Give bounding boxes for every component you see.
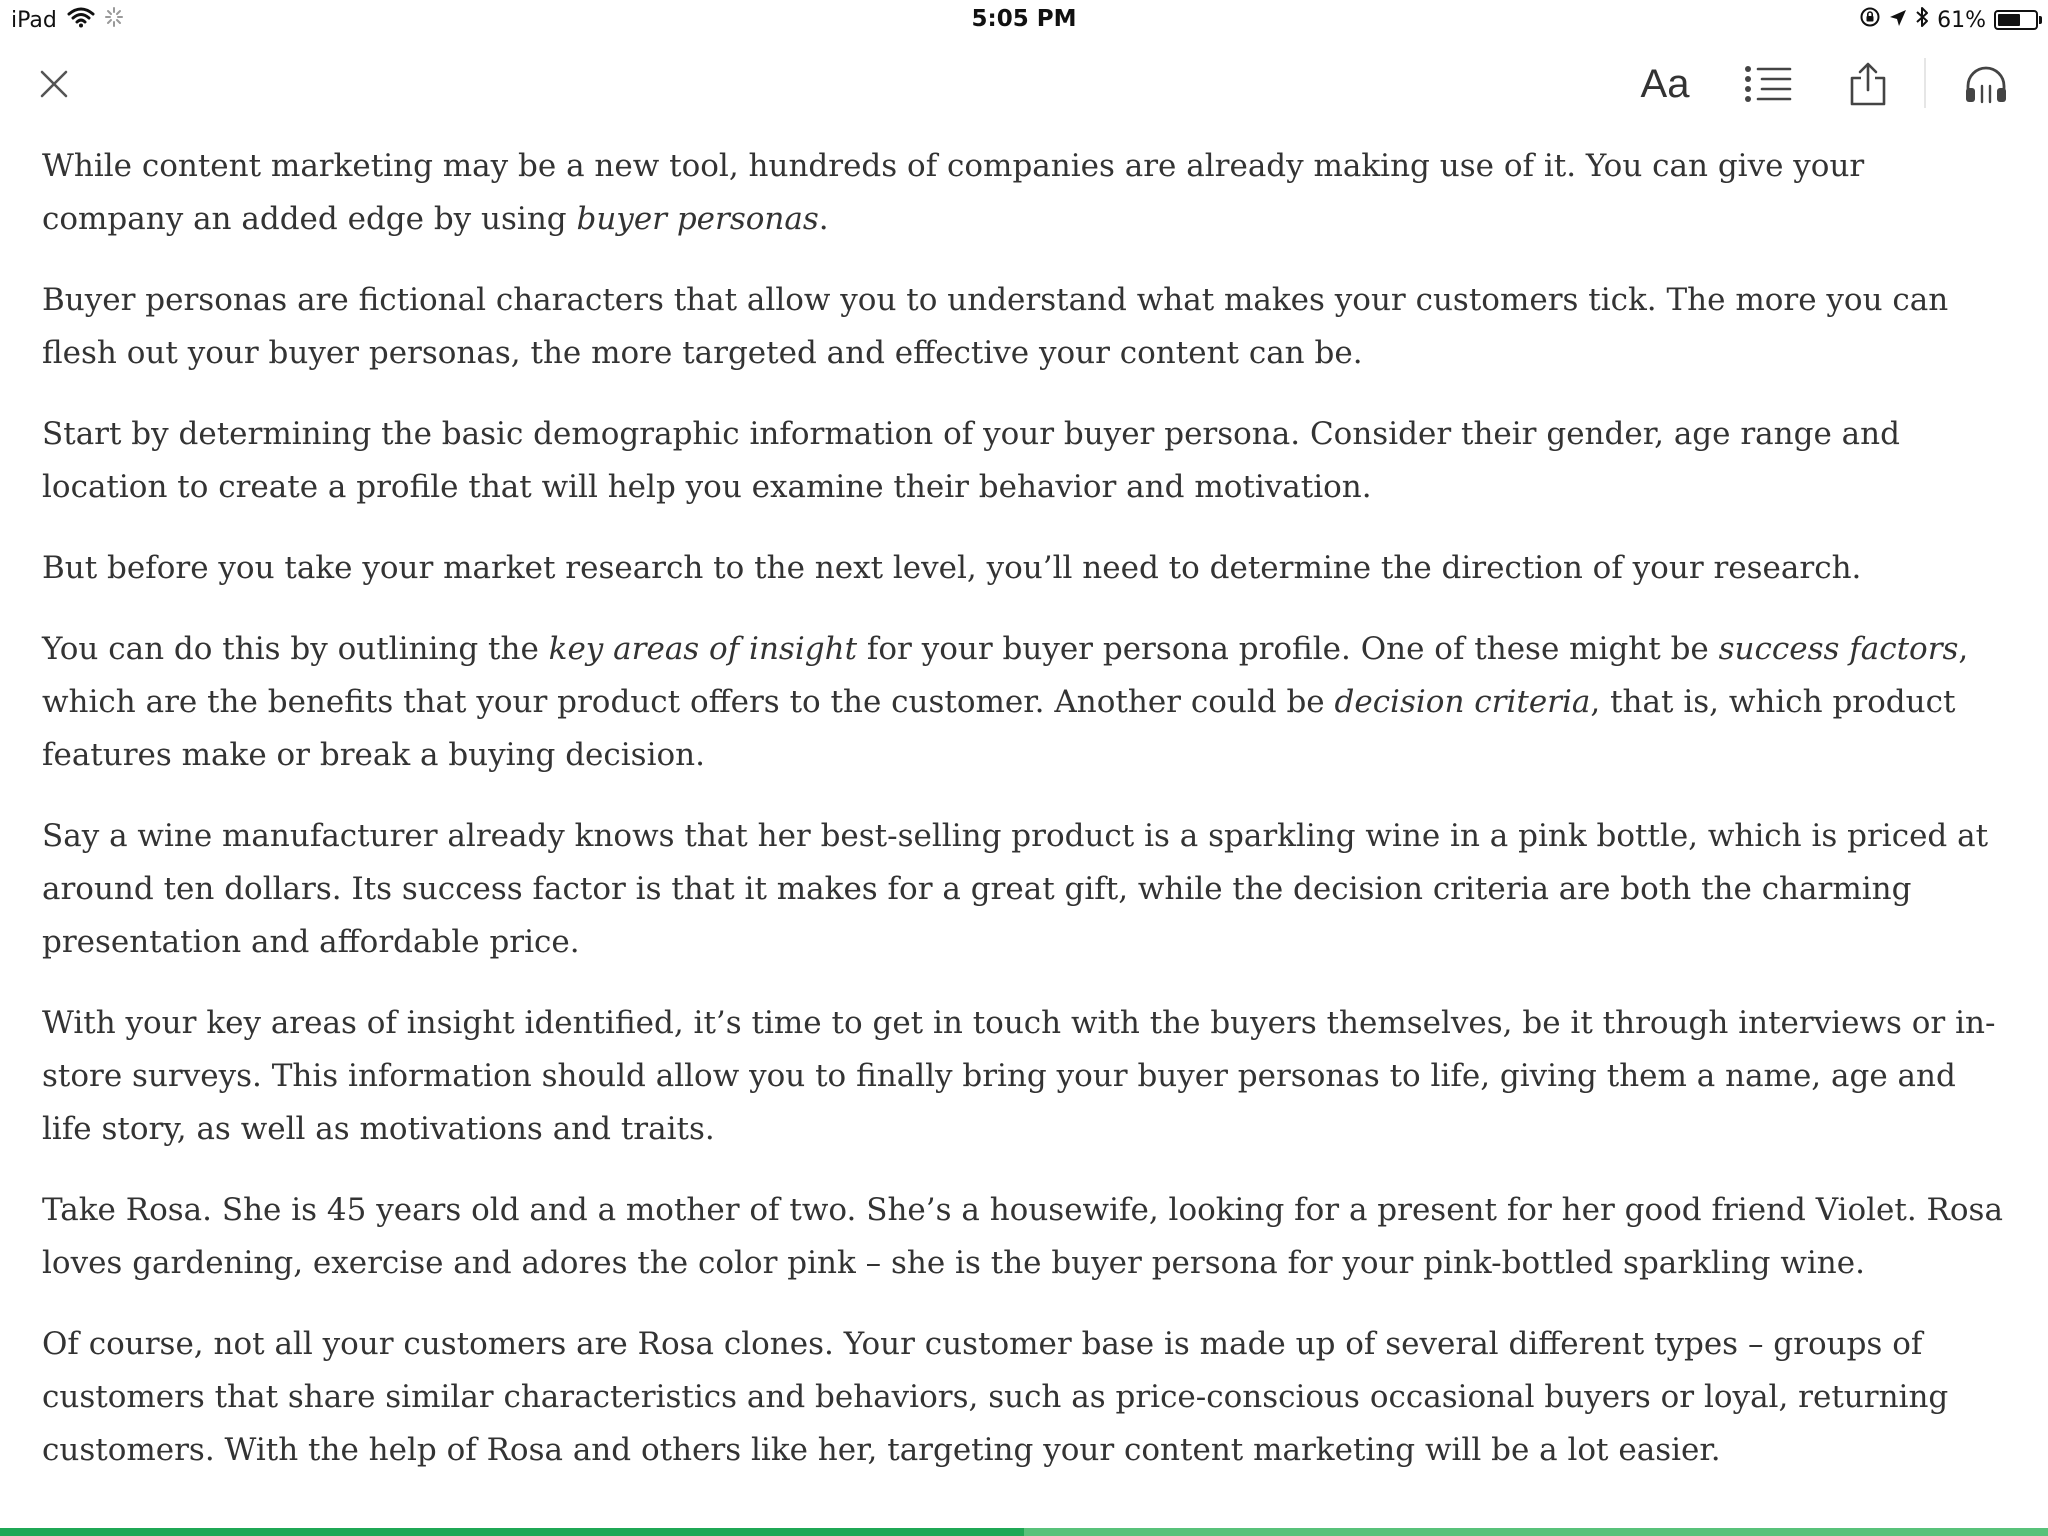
text-run: . — [818, 201, 829, 237]
close-icon — [39, 69, 69, 99]
status-time: 5:05 PM — [971, 6, 1077, 32]
audio-button[interactable] — [1958, 52, 2014, 116]
device-name: iPad — [11, 7, 57, 33]
paragraph — [42, 623, 2010, 782]
battery-icon — [1994, 10, 2038, 30]
paragraph: Start by determining the basic demographic information of your buyer persona. Consider their gender, age range and location to create a profile that will help you examine their behavior and motivation. — [42, 416, 1900, 505]
text-run: , that is, which product features make or break a buying decision. — [42, 684, 1956, 773]
bluetooth-icon — [1915, 6, 1929, 34]
article-body — [42, 140, 2010, 1505]
lock-rotation-icon — [1859, 6, 1881, 34]
font-settings-button[interactable]: Aa — [1640, 61, 1690, 106]
text-run: for your buyer persona profile. One of these might be — [857, 631, 1719, 667]
emphasis-text: success factors — [1718, 631, 1959, 667]
battery-percent: 61% — [1937, 7, 1986, 33]
paragraph — [42, 140, 2010, 246]
close-button[interactable] — [30, 52, 78, 116]
status-right — [1859, 6, 2038, 34]
emphasis-text: key areas of insight — [548, 631, 858, 667]
paragraph: But before you take your market research to the next level, you’ll need to determine the direction of your research. — [42, 550, 1862, 586]
reading-progress-bar — [0, 1528, 2048, 1536]
reading-progress-fill — [0, 1528, 1024, 1536]
list-icon — [1744, 65, 1792, 103]
paragraph: Buyer personas are fictional characters that allow you to understand what makes your customers tick. The more you can flesh out your buyer personas, the more targeted and effective your content can be. — [42, 282, 1949, 371]
headphones-icon — [1962, 64, 2010, 104]
text-run: You can do this by outlining the — [42, 631, 549, 667]
battery-fill — [1998, 14, 2020, 26]
table-of-contents-button[interactable] — [1740, 52, 1796, 116]
paragraph: Of course, not all your customers are Rosa clones. Your customer base is made up of several different types – groups of customers that share similar characteristics and behaviors, such as price-conscious occasional buyers or loyal, returning customers. With the help of Rosa and others like her, targeting your content marketing will be a lot easier. — [42, 1326, 1949, 1468]
toolbar-divider — [1924, 58, 1926, 108]
text-run: While content marketing may be a new tool, hundreds of companies are already making use of it. You can give your company an added edge by using — [42, 148, 1865, 237]
emphasis-text: decision criteria — [1334, 684, 1591, 720]
paragraph: Take Rosa. She is 45 years old and a mother of two. She’s a housewife, looking for a present for her good friend Violet. Rosa loves gardening, exercise and adores the color pink – she is the buyer persona for your pink-bottled sparkling wine. — [42, 1192, 2003, 1281]
text-run: , which are the benefits that your product offers to the customer. Another could be — [42, 631, 1969, 720]
location-icon — [1889, 8, 1907, 33]
paragraph: With your key areas of insight identified, it’s time to get in touch with the buyers themselves, be it through interviews or in-store surveys. This information should allow you to finally bring your buyer personas to life, giving them a name, age and life story, as well as motivations and traits. — [42, 1005, 1996, 1147]
emphasis-text: buyer personas — [576, 201, 819, 237]
share-button[interactable] — [1842, 52, 1894, 116]
reader-toolbar — [0, 52, 2048, 116]
share-icon — [1847, 62, 1889, 106]
paragraph: Say a wine manufacturer already knows that her best-selling product is a sparkling wine in a pink bottle, which is priced at around ten dollars. Its success factor is that it makes for a great gift, while the decision criteria are both the charming presentation and affordable price. — [42, 818, 1989, 960]
status-bar — [0, 0, 2048, 40]
